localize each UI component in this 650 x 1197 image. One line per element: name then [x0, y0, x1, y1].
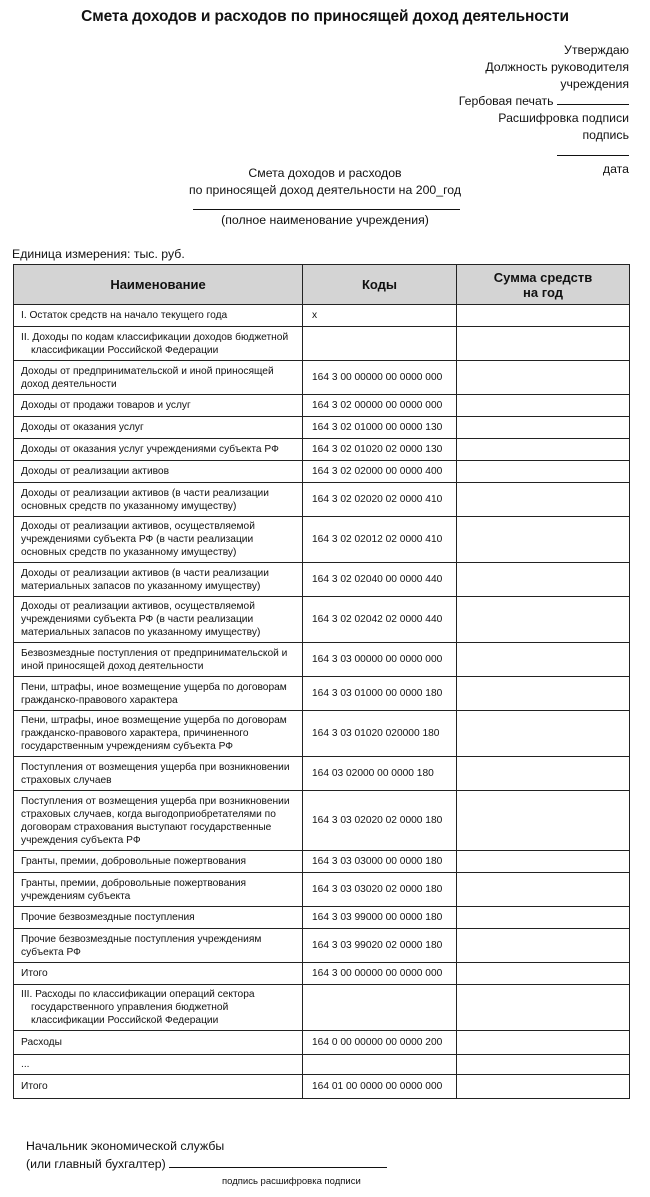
table-row	[14, 985, 630, 1031]
row-name: Доходы от оказания услуг	[21, 422, 144, 433]
row-sum-cell[interactable]	[457, 461, 630, 483]
row-code-cell: 164 3 02 00000 00 0000 000	[303, 395, 457, 417]
row-code-cell: 164 3 03 00000 00 0000 000	[303, 643, 457, 677]
table-row	[14, 563, 630, 597]
table-row	[14, 643, 630, 677]
row-name-cell	[14, 1055, 303, 1075]
stamp-signature-line[interactable]	[557, 93, 629, 105]
row-name-cell	[14, 791, 303, 851]
table-row	[14, 929, 630, 963]
row-sum-cell[interactable]	[457, 963, 630, 985]
approval-line-3: учреждения	[560, 77, 629, 91]
row-sum-cell[interactable]	[457, 327, 630, 361]
column-header-codes: Коды	[303, 265, 457, 305]
row-code-cell: 164 3 02 01000 00 0000 130	[303, 417, 457, 439]
row-name: Пени, штрафы, иное возмещение ущерба по договорам гражданско-правового характера, причиненного государственным учреждениям субъекта РФ	[21, 715, 287, 752]
row-sum-cell[interactable]	[457, 563, 630, 597]
row-code-cell: 164 3 03 01000 00 0000 180	[303, 677, 457, 711]
row-name: Доходы от реализации активов (в части реализации основных средств по указанному имуществу)	[21, 487, 269, 512]
row-sum-cell[interactable]	[457, 439, 630, 461]
row-name-cell	[14, 711, 303, 757]
table-row	[14, 439, 630, 461]
organization-name-line[interactable]	[193, 209, 460, 210]
row-sum-cell[interactable]	[457, 1031, 630, 1055]
row-sum-cell[interactable]	[457, 395, 630, 417]
row-name-cell	[14, 439, 303, 461]
row-name-cell	[14, 1031, 303, 1055]
row-name: Гранты, премии, добровольные пожертвования	[21, 856, 247, 867]
table-row	[14, 1055, 630, 1075]
row-name-cell	[14, 677, 303, 711]
row-sum-cell[interactable]	[457, 1075, 630, 1099]
footer-line-2-row	[26, 1155, 387, 1173]
row-name-cell	[14, 929, 303, 963]
table-row	[14, 711, 630, 757]
table-row	[14, 1075, 630, 1099]
organization-caption: (полное наименование учреждения)	[221, 213, 429, 227]
row-code-cell	[303, 985, 457, 1031]
header-line-1: Смета доходов и расходов	[248, 166, 402, 180]
row-code-cell: 164 3 03 01020 020000 180	[303, 711, 457, 757]
document-header	[0, 165, 650, 229]
row-name-cell	[14, 963, 303, 985]
table-row	[14, 417, 630, 439]
row-name-cell	[14, 873, 303, 907]
table-row	[14, 1031, 630, 1055]
row-sum-cell[interactable]	[457, 985, 630, 1031]
row-name-cell	[14, 305, 303, 327]
row-sum-cell[interactable]	[457, 597, 630, 643]
row-name: I. Остаток средств на начало текущего года	[21, 310, 228, 321]
row-code-cell: 164 3 03 02020 02 0000 180	[303, 791, 457, 851]
row-code-cell: 164 3 00 00000 00 0000 000	[303, 361, 457, 395]
row-code-cell: x	[303, 305, 457, 327]
row-sum-cell[interactable]	[457, 1055, 630, 1075]
table-row	[14, 851, 630, 873]
row-sum-cell[interactable]	[457, 907, 630, 929]
header-line-2: по приносящей доход деятельности на 200_год	[188, 183, 462, 197]
row-sum-cell[interactable]	[457, 711, 630, 757]
row-name-cell	[14, 517, 303, 563]
table-row	[14, 677, 630, 711]
approval-line-5: Расшифровка подписи	[498, 111, 629, 125]
approval-stamp-row	[459, 93, 629, 110]
row-name: Доходы от реализации активов	[21, 466, 170, 477]
row-sum-cell[interactable]	[457, 361, 630, 395]
approval-block	[459, 42, 629, 178]
footer-line-1: Начальник экономической службы	[26, 1139, 225, 1153]
table-row	[14, 963, 630, 985]
table-row	[14, 305, 630, 327]
table-row	[14, 517, 630, 563]
table-row	[14, 907, 630, 929]
row-name-cell	[14, 361, 303, 395]
row-code-cell	[303, 327, 457, 361]
document-title: Смета доходов и расходов по приносящей доход деятельности	[81, 8, 569, 25]
row-code-cell: 164 3 02 02020 02 0000 410	[303, 483, 457, 517]
signature-caption: подпись расшифровка подписи	[222, 1176, 361, 1187]
row-name: Пени, штрафы, иное возмещение ущерба по договорам гражданско-правового характера	[21, 681, 287, 706]
date-line[interactable]	[557, 144, 629, 156]
row-name: Доходы от оказания услуг учреждениями субъекта РФ	[21, 444, 279, 455]
stamp-label: Гербовая печать	[458, 94, 554, 108]
approval-date-line-row	[459, 144, 629, 161]
row-sum-cell[interactable]	[457, 677, 630, 711]
table-row	[14, 873, 630, 907]
row-code-cell: 164 3 03 99000 00 0000 180	[303, 907, 457, 929]
row-name-cell	[14, 757, 303, 791]
approval-line-1: Утверждаю	[564, 43, 629, 57]
row-name: Поступления от возмещения ущерба при возникновении страховых случаев	[21, 761, 290, 786]
approval-line-6: подпись	[582, 128, 629, 142]
estimate-table	[13, 264, 630, 1099]
row-name: II. Доходы по кодам классификации доходов бюджетной классификации Российской Федерации	[21, 331, 289, 356]
row-code-cell: 164 03 02000 00 0000 180	[303, 757, 457, 791]
row-code-cell: 164 3 00 00000 00 0000 000	[303, 963, 457, 985]
row-sum-cell[interactable]	[457, 873, 630, 907]
table-row	[14, 483, 630, 517]
row-name: Доходы от продажи товаров и услуг	[21, 400, 191, 411]
table-row	[14, 395, 630, 417]
row-code-cell: 164 3 02 02040 00 0000 440	[303, 563, 457, 597]
row-name: Расходы	[21, 1037, 62, 1048]
approval-line-2: Должность руководителя	[485, 60, 629, 74]
table-row	[14, 327, 630, 361]
row-code-cell	[303, 1055, 457, 1075]
table-row	[14, 791, 630, 851]
column-header-sum: Сумма средств на год	[457, 265, 630, 305]
row-code-cell: 164 0 00 00000 00 0000 200	[303, 1031, 457, 1055]
row-code-cell: 164 3 03 03020 02 0000 180	[303, 873, 457, 907]
row-name-cell	[14, 643, 303, 677]
table-row	[14, 597, 630, 643]
row-name: ...	[21, 1059, 30, 1070]
row-name-cell	[14, 483, 303, 517]
row-code-cell: 164 01 00 0000 00 0000 000	[303, 1075, 457, 1099]
row-sum-cell[interactable]	[457, 791, 630, 851]
row-name: Доходы от реализации активов, осуществляемой учреждениями субъекта РФ (в части реализации основных средств по указанному имуществу)	[21, 521, 255, 558]
row-name-cell	[14, 907, 303, 929]
table-row	[14, 757, 630, 791]
row-code-cell: 164 3 02 02000 00 0000 400	[303, 461, 457, 483]
row-name-cell	[14, 563, 303, 597]
table-header-row	[14, 265, 630, 305]
row-code-cell: 164 3 02 02042 02 0000 440	[303, 597, 457, 643]
row-sum-cell[interactable]	[457, 417, 630, 439]
row-sum-cell[interactable]	[457, 851, 630, 873]
row-code-cell: 164 3 03 03000 00 0000 180	[303, 851, 457, 873]
row-sum-cell[interactable]	[457, 483, 630, 517]
row-name-cell	[14, 327, 303, 361]
row-name-cell	[14, 461, 303, 483]
signature-block	[26, 1138, 387, 1173]
row-name: Гранты, премии, добровольные пожертвования учреждениям субъекта	[21, 877, 247, 902]
row-sum-cell[interactable]	[457, 305, 630, 327]
row-name-cell	[14, 597, 303, 643]
row-name-cell	[14, 851, 303, 873]
table-row	[14, 461, 630, 483]
row-name: Прочие безвозмездные поступления	[21, 912, 195, 923]
row-name-cell	[14, 417, 303, 439]
row-sum-cell[interactable]	[457, 757, 630, 791]
row-name: III. Расходы по классификации операций сектора государственного управления бюджетной классификации Российской Федерации	[21, 989, 255, 1026]
row-name: Итого	[21, 1081, 48, 1092]
row-code-cell: 164 3 02 02012 02 0000 410	[303, 517, 457, 563]
approval-date-label: дата	[602, 162, 629, 176]
row-sum-cell[interactable]	[457, 643, 630, 677]
chief-signature-line[interactable]	[169, 1155, 387, 1168]
row-name-cell	[14, 395, 303, 417]
row-code-cell: 164 3 02 01020 02 0000 130	[303, 439, 457, 461]
row-code-cell: 164 3 03 99020 02 0000 180	[303, 929, 457, 963]
row-name: Доходы от реализации активов, осуществляемой учреждениями субъекта РФ (в части реализации материальных запасов по указанному имуществу)	[21, 601, 261, 638]
row-name-cell	[14, 985, 303, 1031]
unit-of-measure: Единица измерения: тыс. руб.	[12, 247, 185, 261]
row-name: Доходы от предпринимательской и иной приносящей доход деятельности	[21, 365, 274, 390]
footer-line-2: (или главный бухгалтер)	[26, 1157, 166, 1171]
row-name: Доходы от реализации активов (в части реализации материальных запасов по указанному имуществу)	[21, 567, 269, 592]
row-name: Прочие безвозмездные поступления учреждениям субъекта РФ	[21, 933, 262, 958]
row-sum-cell[interactable]	[457, 929, 630, 963]
row-name: Итого	[21, 968, 48, 979]
row-name-cell	[14, 1075, 303, 1099]
row-name: Поступления от возмещения ущерба при возникновении страховых случаев, когда выгодоприобретателями по договорам страхования выступают государственные учреждения субъекта РФ	[21, 795, 290, 846]
table-row	[14, 361, 630, 395]
column-header-name: Наименование	[14, 265, 303, 305]
row-sum-cell[interactable]	[457, 517, 630, 563]
row-name: Безвозмездные поступления от предпринимательской и иной приносящей доход деятельности	[21, 647, 288, 672]
